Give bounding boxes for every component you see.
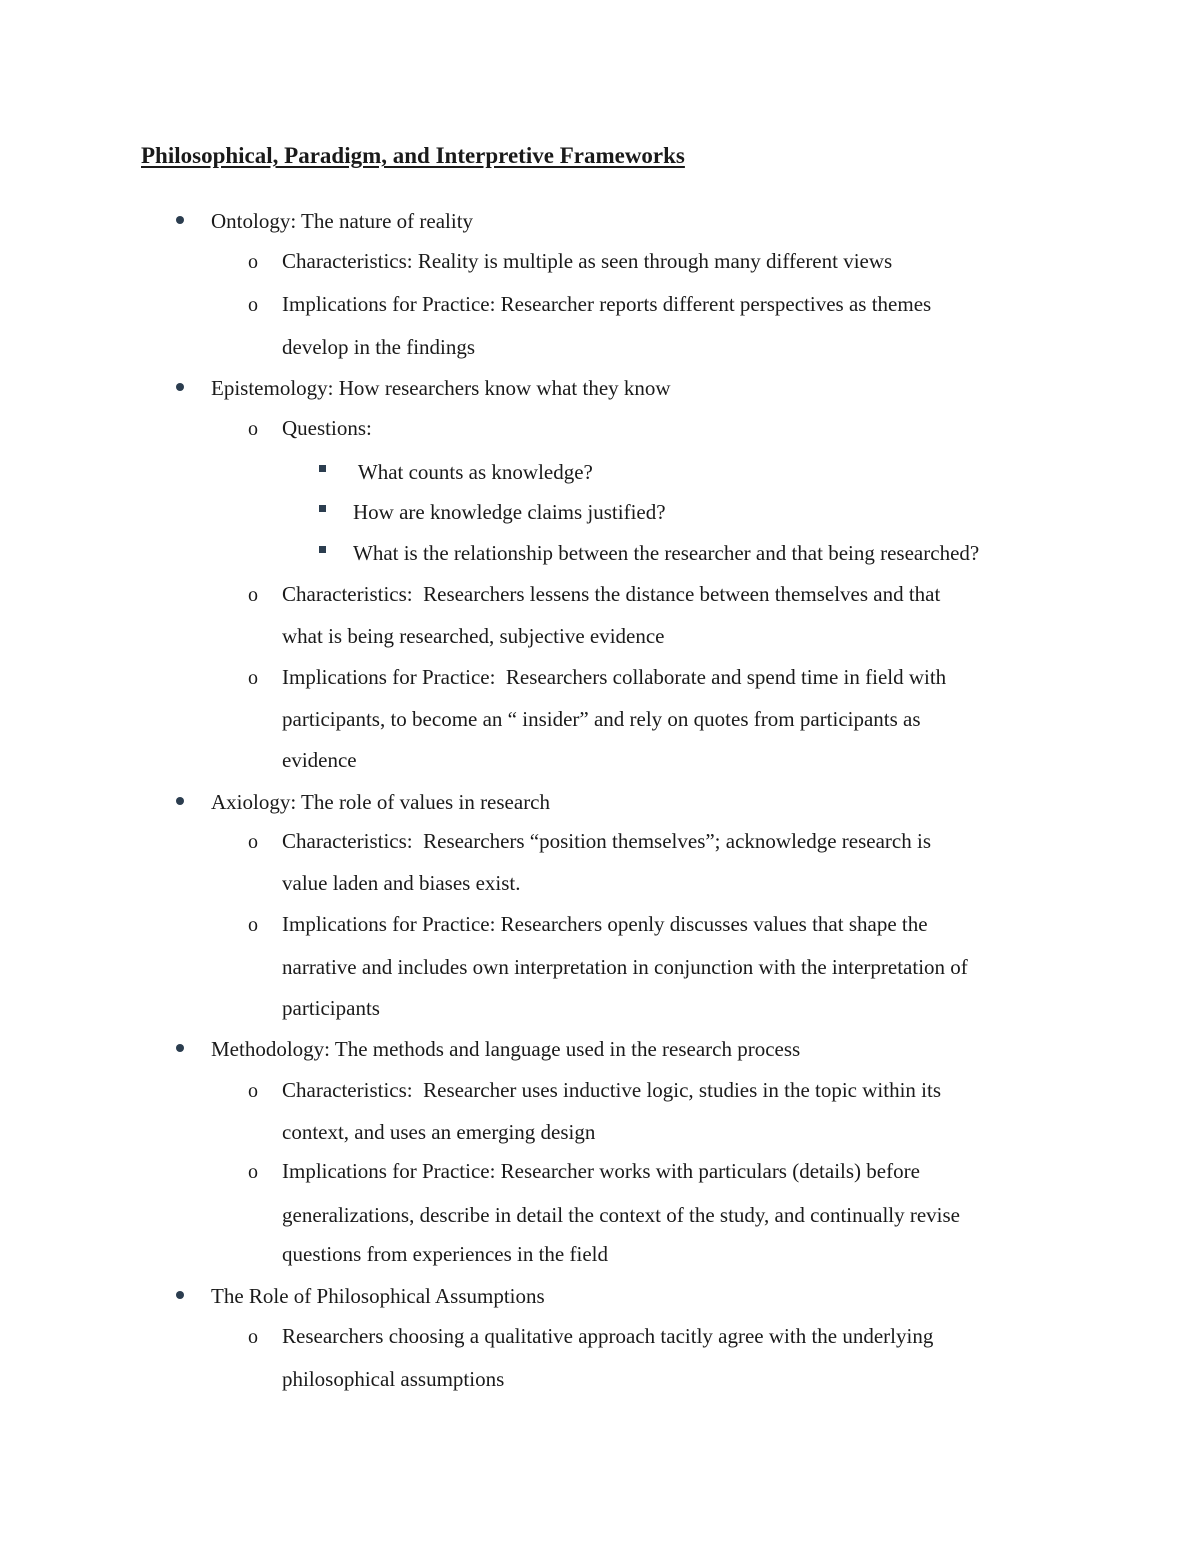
circle-bullet-icon: o xyxy=(248,584,258,606)
bullet-icon xyxy=(176,216,184,224)
epistemology-characteristics-line-1: Characteristics: Researchers lessens the distance between themselves and that xyxy=(282,582,941,606)
axiology-characteristics-line-2: value laden and biases exist. xyxy=(282,871,521,895)
epistemology-question: What is the relationship between the researcher and that being researched? xyxy=(353,541,980,565)
bullet-icon xyxy=(176,383,184,391)
circle-bullet-icon: o xyxy=(248,294,258,316)
section-heading-methodology: Methodology: The methods and language used in the research process xyxy=(211,1037,801,1061)
square-bullet-icon xyxy=(319,505,326,512)
bullet-icon xyxy=(176,797,184,805)
epistemology-characteristics-line-2: what is being researched, subjective evidence xyxy=(282,624,665,648)
methodology-implications-line-3: questions from experiences in the field xyxy=(282,1242,608,1266)
circle-bullet-icon: o xyxy=(248,1161,258,1183)
bullet-icon xyxy=(176,1291,184,1299)
methodology-implications-line-1: Implications for Practice: Researcher works with particulars (details) before xyxy=(282,1159,920,1183)
assumptions-item-line-2: philosophical assumptions xyxy=(282,1367,505,1391)
epistemology-questions-label: Questions: xyxy=(282,416,372,440)
section-heading-ontology: Ontology: The nature of reality xyxy=(211,209,474,233)
circle-bullet-icon: o xyxy=(248,1326,258,1348)
epistemology-implications-line-2: participants, to become an “ insider” and rely on quotes from participants as xyxy=(282,707,921,731)
section-heading-philosophical-assumptions: The Role of Philosophical Assumptions xyxy=(211,1284,545,1308)
epistemology-question: What counts as knowledge? xyxy=(353,460,593,484)
circle-bullet-icon: o xyxy=(248,914,258,936)
epistemology-implications-line-1: Implications for Practice: Researchers collaborate and spend time in field with xyxy=(282,665,947,689)
square-bullet-icon xyxy=(319,546,326,553)
axiology-characteristics-line-1: Characteristics: Researchers “position themselves”; acknowledge research is xyxy=(282,829,932,853)
axiology-implications-line-3: participants xyxy=(282,996,380,1020)
circle-bullet-icon: o xyxy=(248,831,258,853)
circle-bullet-icon: o xyxy=(248,1080,258,1102)
circle-bullet-icon: o xyxy=(248,251,258,273)
methodology-characteristics-line-2: context, and uses an emerging design xyxy=(282,1120,596,1144)
assumptions-item-line-1: Researchers choosing a qualitative approach tacitly agree with the underlying xyxy=(282,1324,934,1348)
epistemology-question: How are knowledge claims justified? xyxy=(353,500,666,524)
ontology-characteristics: Characteristics: Reality is multiple as seen through many different views xyxy=(282,249,893,273)
circle-bullet-icon: o xyxy=(248,418,258,440)
circle-bullet-icon: o xyxy=(248,667,258,689)
methodology-implications-line-2: generalizations, describe in detail the context of the study, and continually revise xyxy=(282,1203,960,1227)
square-bullet-icon xyxy=(319,465,326,472)
epistemology-implications-line-3: evidence xyxy=(282,748,357,772)
axiology-implications-line-2: narrative and includes own interpretation in conjunction with the interpretation of xyxy=(282,955,968,979)
ontology-implications-line-1: Implications for Practice: Researcher reports different perspectives as themes xyxy=(282,292,932,316)
section-heading-axiology: Axiology: The role of values in research xyxy=(211,790,551,814)
document-title: Philosophical, Paradigm, and Interpretive Frameworks xyxy=(141,143,685,168)
axiology-implications-line-1: Implications for Practice: Researchers openly discusses values that shape the xyxy=(282,912,928,936)
bullet-icon xyxy=(176,1044,184,1052)
methodology-characteristics-line-1: Characteristics: Researcher uses inductive logic, studies in the topic within its xyxy=(282,1078,942,1102)
ontology-implications-line-2: develop in the findings xyxy=(282,335,476,359)
section-heading-epistemology: Epistemology: How researchers know what they know xyxy=(211,376,671,400)
